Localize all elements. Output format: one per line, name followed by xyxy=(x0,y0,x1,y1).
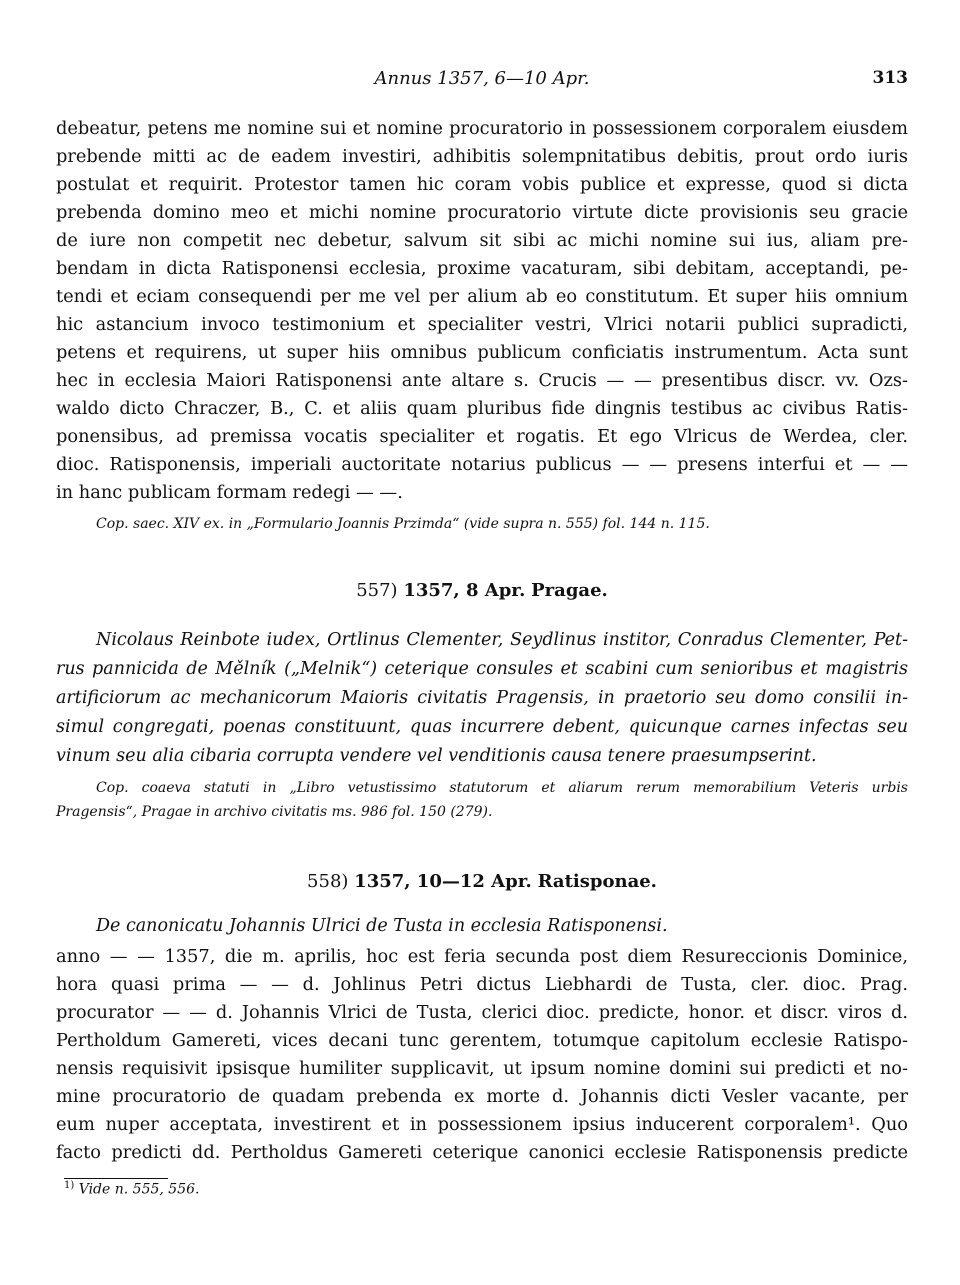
footnote-text: Vide n. 555, 556. xyxy=(78,1181,200,1198)
doc557-source xyxy=(56,776,908,824)
source-note: Cop. saec. XIV ex. in „Formulario Joannis Przimda“ (vide supra n. 555) fol. 144 n. 115. xyxy=(96,516,710,532)
text-line: eum nuper acceptata, investirent et in possessionem ipsius inducerent corporalem¹. Quo xyxy=(56,1114,908,1135)
footnote xyxy=(64,1180,199,1198)
doc557-number: 557) xyxy=(356,580,398,601)
text-line: hec in ecclesia Maiori Ratisponensi ante altare s. Crucis — — presentibus discr. vv. Ozs- xyxy=(56,370,908,391)
text-line: prebenda domino meo et michi nomine procuratorio virtute dicte provisionis seu gracie xyxy=(56,202,908,223)
text-line: tendi et eciam consequendi per me vel per alium ab eo constitutum. Et super hiis omnium xyxy=(56,286,908,307)
regest-line: vinum seu alia cibaria corrupta vendere vel venditionis causa tenere praesumpserint. xyxy=(56,746,817,766)
text-line: bendam in dicta Ratisponensi ecclesia, proxime vacaturam, sibi debitam, acceptandi, pe- xyxy=(56,258,908,279)
text-line: Pertholdum Gamereti, vices decani tunc gerentem, totumque capitolum ecclesie Ratispo- xyxy=(56,1030,908,1051)
section1-source xyxy=(96,512,906,536)
footnote-marker: 1) xyxy=(64,1180,75,1191)
regest-line: artificiorum ac mechanicorum Maioris civitatis Pragensis, in praetorio seu domo consilii in- xyxy=(56,688,908,708)
text-line: postulat et requirit. Protestor tamen hic coram vobis publice et expresse, quod si dicta xyxy=(56,174,908,195)
text-line: ponensibus, ad premissa vocatis specialiter et rogatis. Et ego Vlricus de Werdea, cler. xyxy=(56,426,908,447)
text-line: debeatur, petens me nomine sui et nomine procuratorio in possessionem corporalem eiusdem xyxy=(56,118,908,139)
text-line: de iure non competit nec debetur, salvum sit sibi ac michi nomine sui ius, aliam pre- xyxy=(56,230,908,251)
doc558-regest xyxy=(56,912,908,941)
regest-line: De canonicatu Johannis Ulrici de Tusta in ecclesia Ratisponensi. xyxy=(96,916,668,936)
text-line: mine procuratorio de quadam prebenda ex morte d. Johannis dicti Vesler vacante, per xyxy=(56,1086,908,1107)
doc558-body xyxy=(56,943,908,1167)
source-note: Pragensis“, Pragae in archivo civitatis ms. 986 fol. 150 (279). xyxy=(56,804,493,820)
section1-body xyxy=(56,115,908,507)
doc557-place: Pragae. xyxy=(531,580,608,601)
regest-line: Nicolaus Reinbote iudex, Ortlinus Clementer, Seydlinus institor, Conradus Clementer, Pet- xyxy=(96,630,908,650)
page-number: 313 xyxy=(872,68,908,88)
regest-line: rus pannicida de Mělník („Melnik“) ceterique consules et scabini cum senioribus et magistris xyxy=(56,659,908,679)
text-line: anno — — 1357, die m. aprilis, hoc est feria secunda post diem Resureccionis Dominice, xyxy=(56,946,908,967)
text-line: in hanc publicam formam redegi — —. xyxy=(56,482,403,503)
text-line: procurator — — d. Johannis Vlrici de Tusta, clerici dioc. predicte, honor. et discr. viros d. xyxy=(56,1002,908,1023)
text-line: hic astancium invoco testimonium et specialiter vestri, Vlrici notarii publici supradicti, xyxy=(56,314,908,335)
doc557-heading xyxy=(56,580,908,601)
doc558-number: 558) xyxy=(307,871,349,892)
footnote-rule xyxy=(64,1178,168,1179)
doc558-place: Ratisponae. xyxy=(537,871,657,892)
source-note: Cop. coaeva statuti in „Libro vetustissimo statutorum et aliarum rerum memorabilium Veteris urbis xyxy=(96,780,908,796)
text-line: nensis requisivit ipsisque humiliter supplicavit, ut ipsum nomine domini sui predicti et no- xyxy=(56,1058,908,1079)
text-line: waldo dicto Chraczer, B., C. et aliis quam pluribus fide dingnis testibus ac civibus Ratis- xyxy=(56,398,908,419)
text-line: prebende mitti ac de eadem investiri, adhibitis solempnitatibus debitis, prout ordo iuris xyxy=(56,146,908,167)
doc558-date: 1357, 10—12 Apr. xyxy=(354,871,532,892)
regest-line: simul congregati, poenas constituunt, quas incurrere debent, quicunque carnes infectas seu xyxy=(56,717,908,737)
doc557-regest xyxy=(56,626,908,771)
doc557-date: 1357, 8 Apr. xyxy=(403,580,526,601)
text-line: hora quasi prima — — d. Johlinus Petri dictus Liebhardi de Tusta, cler. dioc. Prag. xyxy=(56,974,908,995)
text-line: petens et requirens, ut super hiis omnibus publicum conficiatis instrumentum. Acta sunt xyxy=(56,342,908,363)
running-title: Annus 1357, 6—10 Apr. xyxy=(374,68,590,89)
text-line: facto predicti dd. Pertholdus Gamereti ceterique canonici ecclesie Ratisponensis predicte xyxy=(56,1142,908,1163)
running-header xyxy=(56,68,908,92)
doc558-heading xyxy=(56,871,908,892)
text-line: dioc. Ratisponensis, imperiali auctoritate notarius publicus — — presens interfui et — — xyxy=(56,454,908,475)
